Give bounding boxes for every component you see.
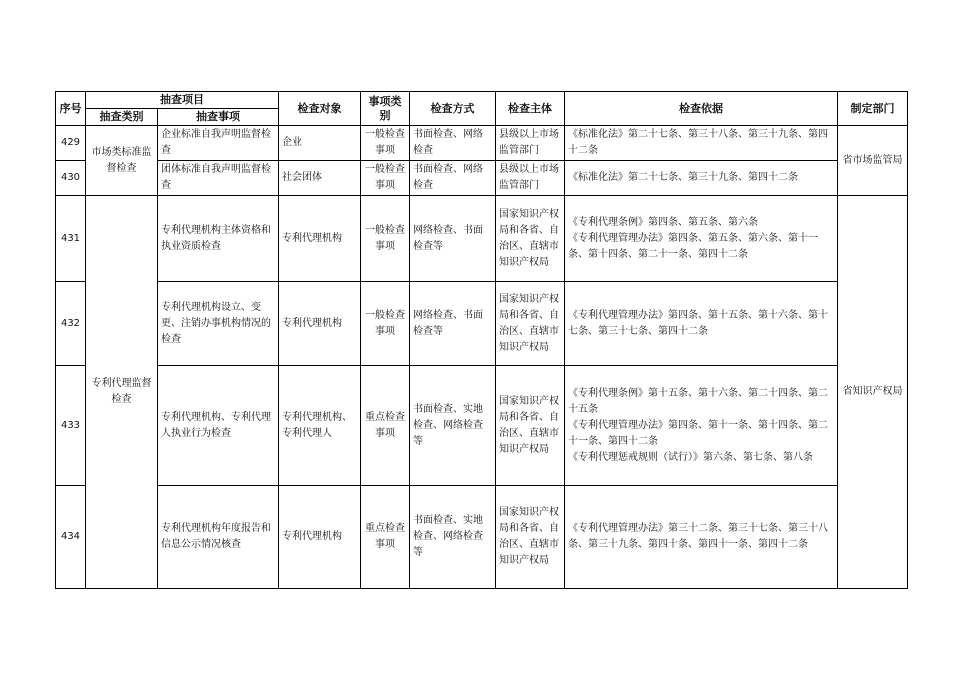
inspection-table [55,91,908,589]
basis-cell [565,196,838,282]
basis-line: 《专利代理管理办法》第四条、第十一条、第十四条、第二十一条、第四十二条 [568,419,828,447]
header-subject: 检查主体 [496,92,565,126]
type-cell: 重点检查事项 [361,486,410,589]
type-cell: 重点检查事项 [361,366,410,486]
method-cell: 书面检查、网络检查 [410,126,496,161]
header-dept: 制定部门 [838,92,908,126]
basis-line: 《专利代理管理办法》第四条、第十五条、第十六条、第十七条、第三十七条、第四十二条 [568,309,828,337]
header-project: 抽查项目 [86,92,279,109]
subject-cell: 国家知识产权局和各省、自治区、直辖市知识产权局 [496,196,565,282]
row-seq: 434 [56,486,86,589]
row-seq: 431 [56,196,86,282]
basis-line: 《标准化法》第二十七条、第三十九条、第四十二条 [568,172,798,183]
item-cell: 专利代理机构主体资格和执业资质检查 [158,196,279,282]
item-cell: 专利代理机构、专利代理人执业行为检查 [158,366,279,486]
target-cell: 专利代理机构 [279,282,361,366]
dept-cell: 省知识产权局 [838,196,908,589]
subject-cell: 国家知识产权局和各省、自治区、直辖市知识产权局 [496,366,565,486]
method-cell: 网络检查、书面检查等 [410,196,496,282]
subject-cell: 国家知识产权局和各省、自治区、直辖市知识产权局 [496,486,565,589]
method-cell: 书面检查、实地检查、网络检查等 [410,366,496,486]
basis-line: 《专利代理惩戒规则（试行）》第六条、第七条、第八条 [568,451,813,463]
row-seq: 430 [56,161,86,196]
basis-cell [565,161,838,196]
table-row [56,161,908,196]
item-cell: 企业标准自我声明监督检查 [158,126,279,161]
header-basis: 检查依据 [565,92,838,126]
type-cell: 一般检查事项 [361,161,410,196]
header-item: 抽查事项 [158,109,279,126]
subject-cell: 县级以上市场监管部门 [496,126,565,161]
row-seq: 429 [56,126,86,161]
basis-line: 《标准化法》第二十七条、第三十八条、第三十九条、第四十二条 [568,129,828,156]
item-cell: 专利代理机构年度报告和信息公示情况核查 [158,486,279,589]
item-cell: 专利代理机构设立、变更、注销办事机构情况的检查 [158,282,279,366]
basis-line: 《专利代理条例》第十五条、第十六条、第二十四条、第二十五条 [568,387,828,415]
method-cell: 网络检查、书面检查等 [410,282,496,366]
table-row [56,486,908,589]
header-seq: 序号 [56,92,86,126]
row-seq: 433 [56,366,86,486]
row-seq: 432 [56,282,86,366]
target-cell: 企业 [279,126,361,161]
basis-cell [565,366,838,486]
type-cell: 一般检查事项 [361,282,410,366]
dept-cell: 省市场监管局 [838,126,908,196]
table-header [56,92,908,126]
header-method: 检查方式 [410,92,496,126]
category-cell: 专利代理监督检查 [86,196,158,589]
category-cell: 市场类标准监督检查 [86,126,158,196]
type-cell: 一般检查事项 [361,126,410,161]
header-target: 检查对象 [279,92,361,126]
type-cell: 一般检查事项 [361,196,410,282]
basis-cell [565,486,838,589]
target-cell: 专利代理机构、专利代理人 [279,366,361,486]
basis-cell [565,282,838,366]
table-row [56,126,908,161]
table-row [56,366,908,486]
header-category: 抽查类别 [86,109,158,126]
subject-cell: 县级以上市场监管部门 [496,161,565,196]
basis-line: 《专利代理条例》第四条、第五条、第六条 [568,216,758,228]
basis-line: 《专利代理管理办法》第三十二条、第三十七条、第三十八条、第三十九条、第四十条、第四十一条、第四十二条 [568,523,828,550]
target-cell: 社会团体 [279,161,361,196]
table-row [56,282,908,366]
header-type: 事项类别 [361,92,410,126]
method-cell: 书面检查、网络检查 [410,161,496,196]
subject-cell: 国家知识产权局和各省、自治区、直辖市知识产权局 [496,282,565,366]
item-cell: 团体标准自我声明监督检查 [158,161,279,196]
table-row [56,196,908,282]
target-cell: 专利代理机构 [279,486,361,589]
basis-line: 《专利代理管理办法》第四条、第五条、第六条、第十一条、第十四条、第二十一条、第四十二条 [568,232,818,260]
basis-cell [565,126,838,161]
method-cell: 书面检查、实地检查、网络检查等 [410,486,496,589]
target-cell: 专利代理机构 [279,196,361,282]
